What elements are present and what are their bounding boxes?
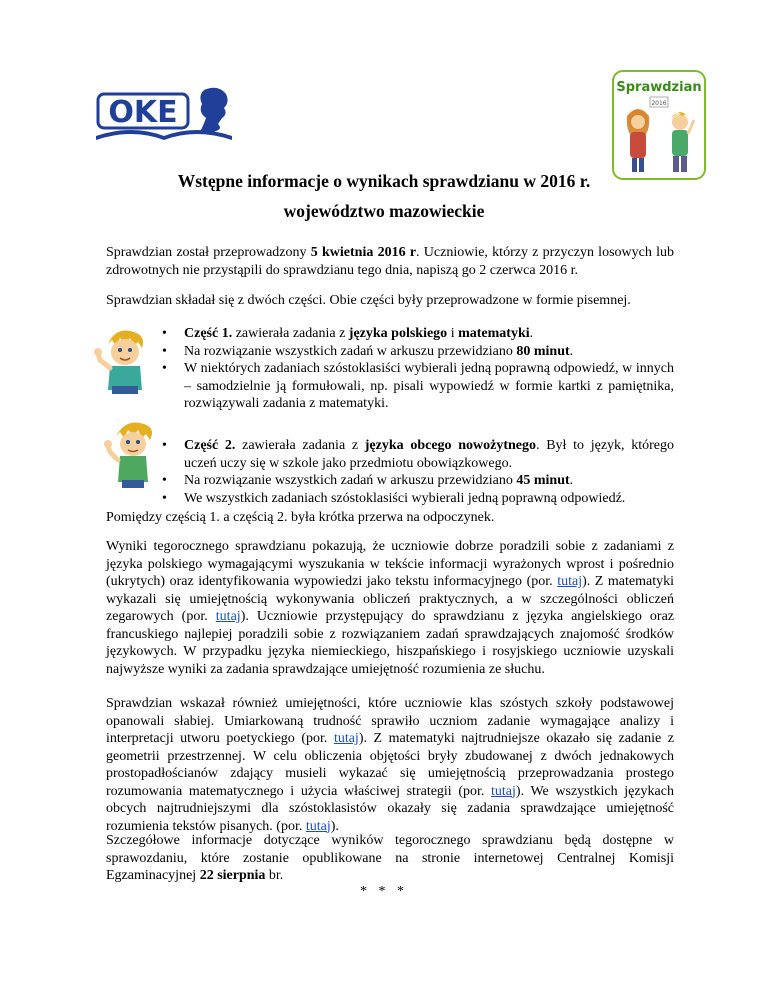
break-paragraph: Pomiędzy częścią 1. a częścią 2. była krótka przerwa na odpoczynek. (106, 510, 495, 525)
oke-logo (92, 80, 238, 142)
link-math[interactable]: tutaj (215, 609, 241, 624)
separator: * * * (360, 884, 408, 899)
link-poetry[interactable]: tutaj (333, 731, 359, 746)
list-item: • Na rozwiązanie wszystkich zadań w arkuszu przewidziano 45 minut. (162, 472, 674, 490)
details-paragraph: Szczegółowe informacje dotyczące wyników tegorocznego sprawdzianu będą dostępne w sprawozdaniu, które zostanie opublikowane na stronie internetowej Centralnej Komisji Egzaminacyjnej 22 sierpnia br. (106, 833, 674, 883)
link-reading[interactable]: tutaj (305, 818, 331, 834)
sprawdzian-logo-year: 2016 (651, 100, 667, 107)
list-item: • Część 2. zawierała zadania z języka obcego nowożytnego. Był to język, którego uczeń uczy się w szkole jako przedmiotu obowiązkowego. (162, 437, 674, 472)
page-subtitle: województwo mazowieckie (283, 201, 485, 221)
oke-logo-text: OKE (108, 95, 178, 130)
link-geometry[interactable]: tutaj (491, 783, 516, 799)
list-item: • Część 1. zawierała zadania z języka polskiego i matematyki. (162, 325, 674, 343)
boy-illustration-1 (94, 324, 152, 396)
sprawdzian-logo-text: Sprawdzian (616, 80, 702, 95)
boy-illustration-2 (104, 418, 162, 490)
list-item: • W niektórych zadaniach szóstoklasiści wybierali jedną poprawną odpowiedź, w innych – samodzielnie ją formułowali, np. pisali wypowiedź w formie kartki z pamiętnika, rozwiązywali zadania z matematyki. (162, 360, 674, 413)
list-item: • Na rozwiązanie wszystkich zadań w arkuszu przewidziano 80 minut. (162, 343, 674, 361)
part2-list (162, 437, 674, 507)
results-paragraph: Wyniki tegorocznego sprawdzianu pokazują, że uczniowie dobrze poradzili sobie z zadaniami z języka polskiego wymagającymi wyszukania w tekście informacji wyrażonych wprost i pośrednio (ukrytych) oraz identyfikowania wypowiedzi jako tekstu informacyjnego (por. tutaj). Z matematyki wykazali się umiejętnością wykonywania obliczeń praktycznych, a w szczególności obliczeń zegarowych (por. tutaj). Uczniowie przystępujący do sprawdzianu z języka angielskiego oraz francuskiego najlepiej poradzili sobie z rozwiązaniem zadań sprawdzających znajomość środków językowych. W przypadku języka niemieckiego, hiszpańskiego i rosyjskiego uczniowie uzyskali najwyższe wyniki za zadania sprawdzające umiejętność rozumienia ze słuchu. (106, 539, 674, 677)
structure-paragraph: Sprawdzian składał się z dwóch części. Obie części były przeprowadzone w formie pisemnej. (106, 293, 631, 308)
sprawdzian-logo (612, 70, 706, 180)
list-item: • We wszystkich zadaniach szóstoklasiści wybierali jedną poprawną odpowiedź. (162, 490, 674, 508)
part1-list (162, 325, 674, 413)
link-polish[interactable]: tutaj (557, 574, 583, 589)
weaknesses-paragraph: Sprawdzian wskazał również umiejętności, które uczniowie klas szóstych szkoły podstawowej opanowali słabiej. Umiarkowaną trudność sprawiło uczniom zadanie wymagające analizy i interpretacji utworu poetyckiego (por. tutaj). Z matematyki najtrudniejsze okazało się zadanie z geometrii przestrzennej. W celu obliczenia objętości bryły zbudowanej z dwóch jednakowych prostopadłościanów zdający musieli wykazać się umiejętnością przeprowadzania prostego rozumowania matematycznego i użycia właściwej strategii (por. tutaj). We wszystkich językach obcych najtrudniejszymi dla szóstoklasistów okazały się zadania sprawdzające umiejętność rozumienia tekstów pisanych. (por. tutaj). (106, 696, 674, 834)
intro-paragraph: Sprawdzian został przeprowadzony 5 kwietnia 2016 r. Uczniowie, którzy z przyczyn losowych lub zdrowotnych nie przystąpili do sprawdzianu tego dnia, napiszą go 2 czerwca 2016 r. (106, 245, 674, 278)
page-title: Wstępne informacje o wynikach sprawdzianu w 2016 r. (177, 171, 591, 191)
